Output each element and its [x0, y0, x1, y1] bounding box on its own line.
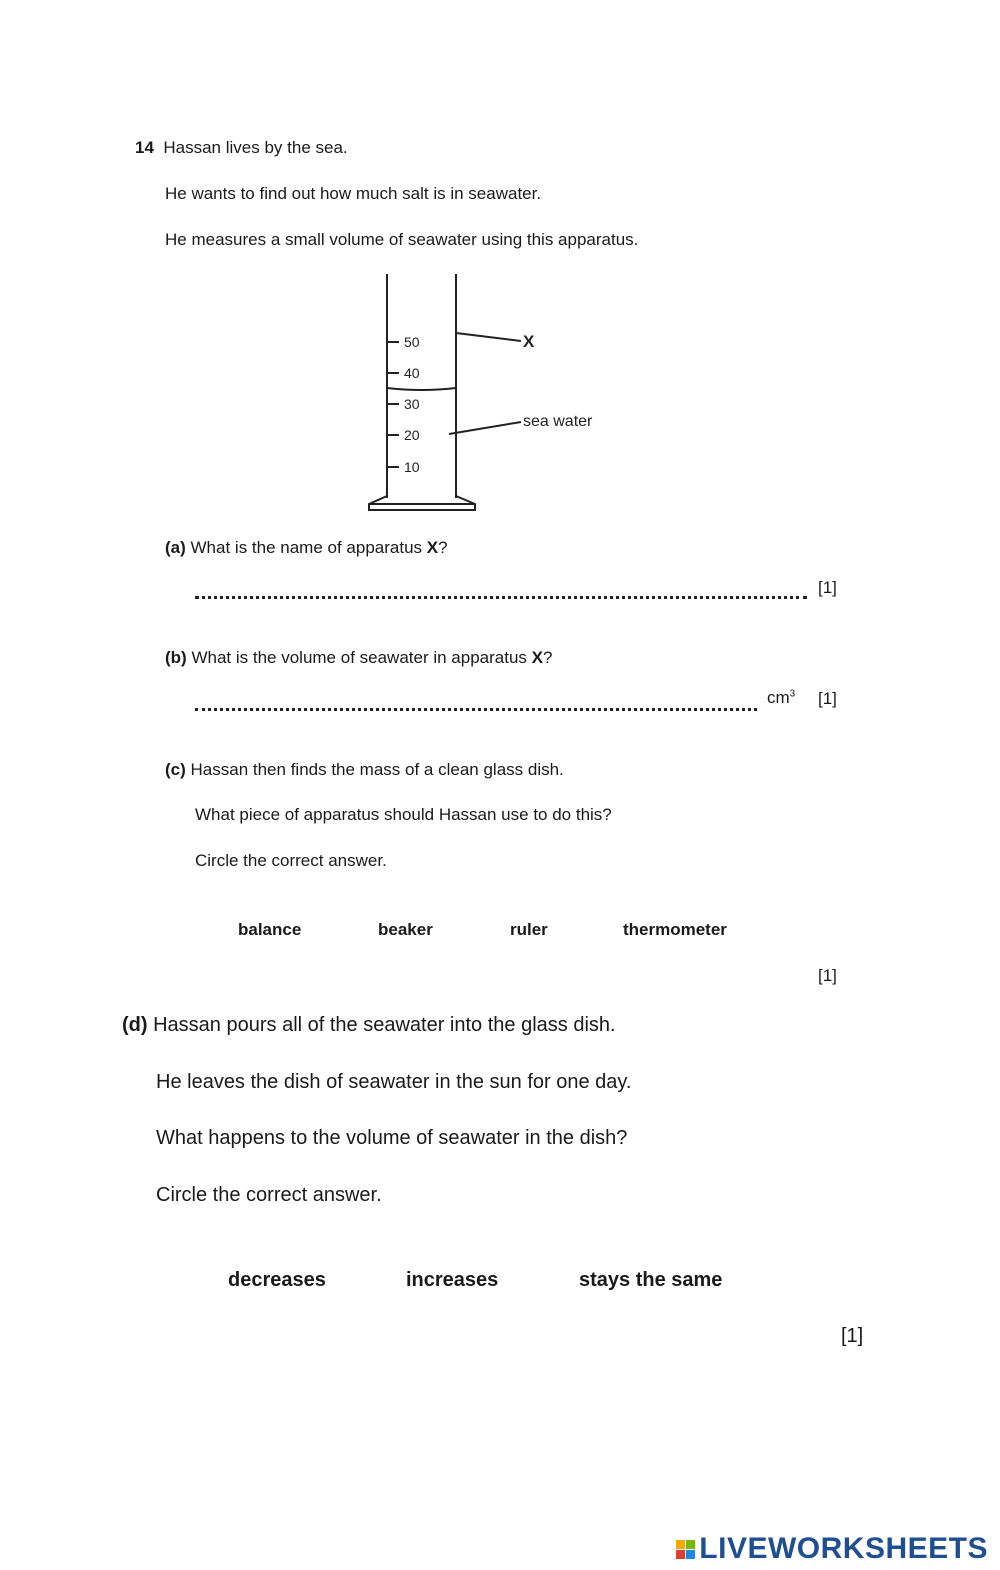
part-a-bold: X	[426, 538, 439, 557]
label-x-leader	[456, 333, 521, 341]
part-d-line-4: Circle the correct answer.	[156, 1184, 382, 1206]
part-c-line-2: What piece of apparatus should Hassan use to do this?	[195, 805, 612, 824]
part-a-text-end: ?	[438, 538, 448, 557]
option-increases[interactable]: increases	[406, 1269, 499, 1291]
question-line-2: He wants to find out how much salt is in seawater.	[165, 184, 542, 203]
part-c-mark: [1]	[818, 966, 837, 985]
option-beaker[interactable]: beaker	[378, 920, 433, 939]
tick-label-40: 40	[404, 365, 420, 381]
part-b-text-end: ?	[542, 648, 553, 667]
option-thermometer[interactable]: thermometer	[623, 920, 727, 939]
measuring-cylinder-diagram	[355, 268, 625, 518]
part-a-answer-line[interactable]	[195, 596, 807, 599]
tick-label-30: 30	[404, 396, 420, 412]
part-b-mark: [1]	[818, 689, 837, 708]
part-b-unit-sup: 3	[789, 688, 796, 700]
part-a-mark: [1]	[818, 578, 837, 597]
water-meniscus	[387, 384, 456, 390]
part-d-line-2: He leaves the dish of seawater in the sun for one day.	[156, 1071, 632, 1093]
liveworksheets-brand: LIVEWORKSHEETS	[699, 1532, 988, 1565]
part-d-line-3: What happens to the volume of seawater in the dish?	[156, 1127, 628, 1149]
option-decreases[interactable]: decreases	[228, 1269, 326, 1291]
question-number: 14	[135, 138, 154, 157]
part-c-text-1: Hassan then finds the mass of a clean glass dish.	[190, 760, 564, 779]
part-d-line-1	[122, 1014, 616, 1037]
part-c-letter: (c)	[165, 760, 186, 779]
option-ruler[interactable]: ruler	[510, 920, 548, 939]
liveworksheets-logo-icon	[676, 1540, 695, 1559]
tick-label-50: 50	[404, 334, 420, 350]
part-a-question	[165, 538, 448, 558]
part-b-question	[165, 648, 552, 668]
question-intro: Hassan lives by the sea.	[163, 138, 348, 157]
question-line-3: He measures a small volume of seawater using this apparatus.	[165, 230, 639, 249]
part-d-mark: [1]	[841, 1325, 864, 1347]
part-a-text: What is the name of apparatus	[190, 538, 427, 557]
liveworksheets-footer	[676, 1532, 988, 1566]
tick-label-20: 20	[404, 427, 420, 443]
label-water-leader	[449, 422, 521, 434]
part-d-letter: (d)	[122, 1014, 148, 1036]
part-b-letter: (b)	[165, 648, 187, 667]
part-a-letter: (a)	[165, 538, 186, 557]
tick-label-10: 10	[404, 459, 420, 475]
question-header	[135, 138, 348, 158]
part-c-line-1	[165, 760, 564, 780]
part-c-line-3: Circle the correct answer.	[195, 851, 387, 870]
part-b-unit-text: cm	[767, 688, 790, 707]
option-balance[interactable]: balance	[238, 920, 302, 939]
part-b-unit	[767, 688, 795, 708]
part-b-bold: X	[531, 648, 543, 667]
label-x: X	[523, 332, 535, 351]
part-b-answer-line[interactable]	[195, 708, 757, 711]
option-stays-the-same[interactable]: stays the same	[579, 1269, 723, 1291]
part-d-text-1: Hassan pours all of the seawater into the glass dish.	[153, 1014, 616, 1036]
part-b-text: What is the volume of seawater in apparatus	[191, 648, 532, 667]
label-sea-water: sea water	[523, 413, 593, 430]
